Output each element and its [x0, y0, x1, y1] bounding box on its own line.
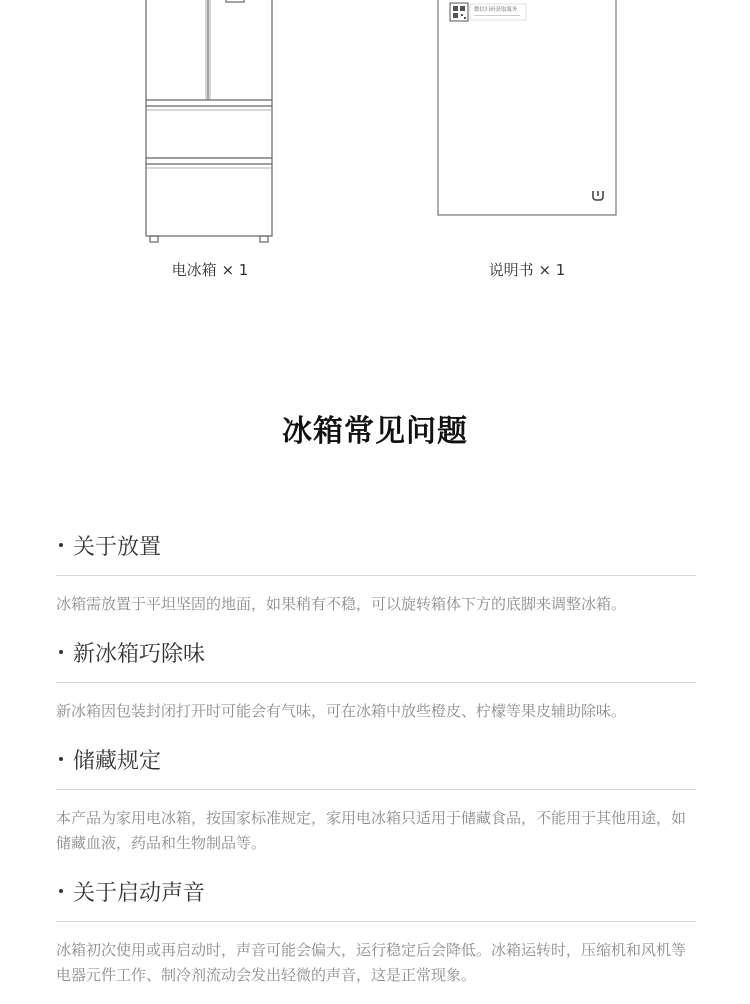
divider	[56, 575, 696, 576]
divider	[56, 789, 696, 790]
faq-answer: 新冰箱因包装封闭打开时可能会有气味，可在冰箱中放些橙皮、柠檬等果皮辅助除味。	[56, 702, 627, 720]
faq-answer: 本产品为家用电冰箱，按国家标准规定，家用电冰箱只适用于储藏食品，不能用于其他用途，如储藏血液，药品和生物制品等。	[56, 809, 687, 852]
faq-list	[56, 526, 696, 1004]
faq-heading-text: 关于放置	[73, 534, 162, 560]
manual-booklet-icon	[432, 0, 622, 222]
refrigerator-icon	[140, 0, 280, 250]
bullet-icon	[59, 889, 63, 893]
faq-item-placement	[56, 526, 696, 617]
bullet-icon	[59, 543, 63, 547]
bullet-icon	[59, 757, 63, 761]
bullet-icon	[59, 650, 63, 654]
faq-item-deodorize	[56, 633, 696, 724]
faq-item-startup-sound	[56, 872, 696, 988]
faq-item-storage-rules	[56, 740, 696, 856]
refrigerator-caption: 电冰箱 × 1	[171, 261, 249, 279]
faq-answer: 冰箱初次使用或再启动时，声音可能会偏大，运行稳定后会降低。冰箱运转时，压缩机和风机等电器元件工作、制冷剂流动会发出轻微的声音，这是正常现象。	[56, 941, 687, 984]
faq-heading-text: 新冰箱巧除味	[73, 641, 206, 667]
package-contents	[0, 0, 750, 300]
divider	[56, 921, 696, 922]
faq-heading-text: 储藏规定	[73, 748, 162, 774]
faq-heading-text: 关于启动声音	[73, 880, 206, 906]
manual-caption: 说明书 × 1	[488, 261, 566, 279]
faq-heading	[56, 526, 696, 564]
divider	[56, 682, 696, 683]
faq-title: 冰箱常见问题	[282, 414, 468, 449]
faq-heading	[56, 740, 696, 778]
faq-heading	[56, 633, 696, 671]
faq-heading	[56, 872, 696, 910]
faq-answer: 冰箱需放置于平坦坚固的地面，如果稍有不稳，可以旋转箱体下方的底脚来调整冰箱。	[56, 595, 627, 613]
qr-label: 微信扫码获取服务	[474, 7, 518, 13]
